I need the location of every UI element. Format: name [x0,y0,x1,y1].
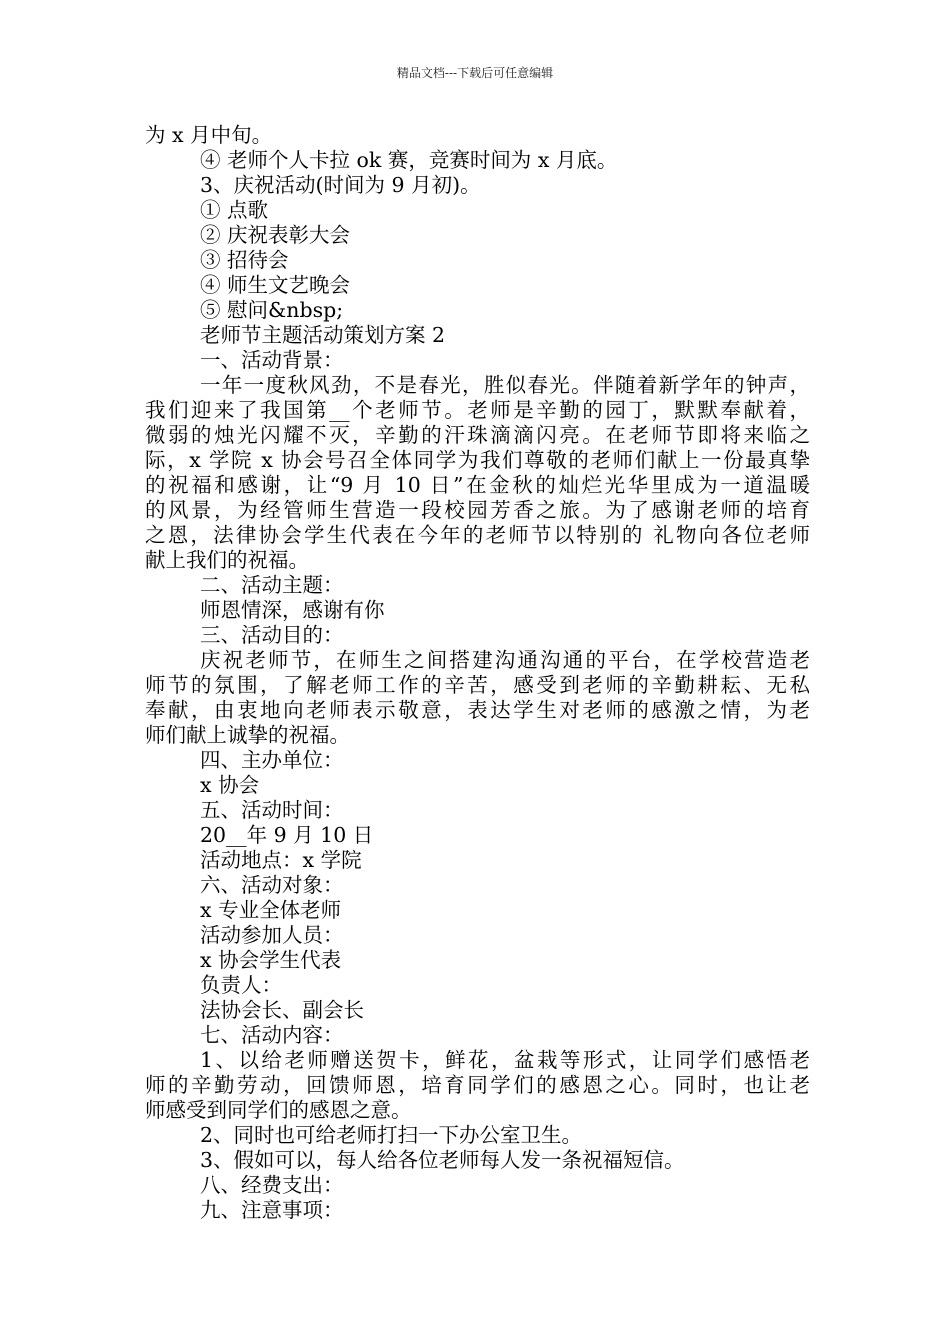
text-line: 师恩情深，感谢有你 [200,598,385,622]
text-line: 师们献上诚挚的祝福。 [145,723,350,747]
text-line: 师感受到同学们的感恩之意。 [145,1098,412,1122]
text-line: 一年一度秋风劲，不是春光，胜似春光。伴随着新学年的钟声， [200,373,810,397]
text-line: 三、活动目的： [200,623,344,647]
text-line: 一、活动背景： [200,348,344,372]
text-line: 庆祝老师节，在师生之间搭建沟通沟通的平台，在学校营造老 [200,648,810,672]
text-line: 献上我们的祝福。 [145,548,309,572]
text-line: 的祝福和感谢，让“9 月 10 日”在金秋的灿烂光华里成为一道温暖 [145,473,810,497]
text-line: ③ 招待会 [200,248,289,272]
text-line: x 专业全体老师 [200,898,342,922]
document-body [145,123,810,1223]
text-line: ① 点歌 [200,198,269,222]
text-line: ④ 老师个人卡拉 ok 赛，竞赛时间为 x 月底。 [200,148,618,172]
text-line: 四、主办单位： [200,748,344,772]
text-line: x 协会 [200,773,260,797]
text-line: 活动参加人员： [200,923,344,947]
page-header: 精品文档---下载后可任意编辑 [396,66,554,80]
text-line: 法协会长、副会长 [200,998,364,1022]
text-line: ② 庆祝表彰大会 [200,223,351,247]
text-line: ⑤ 慰问&nbsp; [200,298,344,322]
text-line: 五、活动时间： [200,798,344,822]
text-line: 之恩，法律协会学生代表在今年的老师节以特别的 礼物向各位老师 [145,523,810,547]
text-line: 1、以给老师赠送贺卡，鲜花，盆栽等形式，让同学们感悟老 [200,1048,810,1072]
text-line: 师的辛勤劳动，回馈师恩，培育同学们的感恩之心。同时，也让老 [145,1073,810,1097]
text-line: x 协会学生代表 [200,948,342,972]
text-line: 微弱的烛光闪耀不灭，辛勤的汗珠滴滴闪亮。在老师节即将来临之 [145,423,810,447]
text-line: 八、经费支出： [200,1173,344,1197]
text-line: 3、假如可以，每人给各位老师每人发一条祝福短信。 [200,1148,685,1172]
text-line: 七、活动内容： [200,1023,344,1047]
text-line: 际，x 学院 x 协会号召全体同学为我们尊敬的老师们献上一份最真挚 [145,448,810,472]
text-line: 为 x 月中旬。 [145,123,273,147]
text-line: 九、注意事项： [200,1198,344,1222]
text-line: 活动地点：x 学院 [200,848,362,872]
text-line: 我们迎来了我国第__个老师节。老师是辛勤的园丁，默默奉献着， [145,398,810,422]
text-line: 3、庆祝活动(时间为 9 月初)。 [200,173,481,197]
text-line: 负责人： [200,973,282,997]
text-line: 奉献，由衷地向老师表示敬意，表达学生对老师的感激之情，为老 [145,698,810,722]
text-line: 20__年 9 月 10 日 [200,823,374,847]
text-line: 二、活动主题： [200,573,344,597]
text-line: 老师节主题活动策划方案 2 [200,323,446,347]
text-line: 2、同时也可给老师打扫一下办公室卫生。 [200,1123,583,1147]
text-line: 师节的氛围，了解老师工作的辛苦，感受到老师的辛勤耕耘、无私 [145,673,810,697]
text-line: 六、活动对象： [200,873,344,897]
text-line: 的风景，为经管师生营造一段校园芳香之旅。为了感谢老师的培育 [145,498,810,522]
text-line: ④ 师生文艺晚会 [200,273,351,297]
